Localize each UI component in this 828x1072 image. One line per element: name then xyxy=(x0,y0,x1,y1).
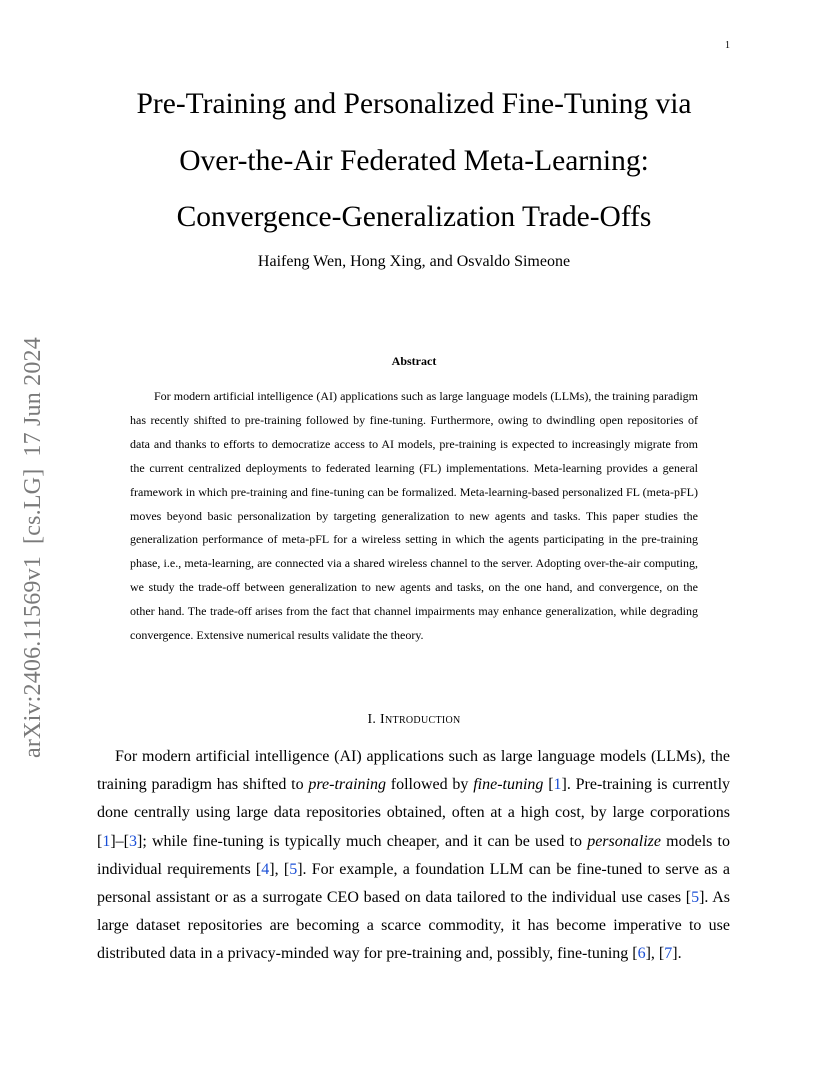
citation-link[interactable]: 3 xyxy=(128,832,137,850)
intro-paragraph xyxy=(97,743,730,969)
intro-text: models to individual requirements [ xyxy=(97,832,731,878)
intro-text: ]. xyxy=(672,945,682,963)
intro-emphasis: personalize xyxy=(587,832,661,850)
intro-text: ], [ xyxy=(645,945,665,963)
intro-text: ]–[ xyxy=(110,832,129,850)
citation-link[interactable]: 7 xyxy=(664,945,673,963)
page-number: 1 xyxy=(725,40,730,51)
intro-emphasis: pre-training xyxy=(308,776,386,794)
abstract-body: For modern artificial intelligence (AI) applications such as large language models (LLMs), the training paradigm has recently shifted to pre-training followed by fine-tuning. Furthermore, owing to dwindling open repositories of data and thanks to efforts to democratize access to AI models, pre-training is expected to increasingly migrate from the current centralized deployments to federated learning (FL) implementations. Meta-learning provides a general framework in which pre-training and fine-tuning can be formalized. Meta-learning-based personalized FL (meta-pFL) moves beyond basic personalization by targeting generalization to new agents and tasks. This paper studies the generalization performance of meta-pFL for a wireless setting in which the agents participating in the pre-training phase, i.e., meta-learning, are connected via a shared wireless channel to the server. Adopting over-the-air computing, we study the trade-off between generalization to new agents and tasks, on the one hand, and convergence, on the other hand. The trade-off arises from the fact that channel impairments may enhance generalization, while degrading convergence. Extensive numerical results validate the theory. xyxy=(130,389,698,643)
arxiv-date: 17 Jun 2024 xyxy=(20,337,46,457)
intro-text: For modern artificial intelligence (AI) applications such as large language models (LLMs), the training paradigm has shifted to xyxy=(97,748,730,794)
title-line: Convergence-Generalization Trade-Offs xyxy=(176,201,652,233)
intro-text: ], [ xyxy=(269,860,290,878)
intro-text: [ xyxy=(543,776,554,794)
section-heading xyxy=(0,712,828,728)
intro-text: ]. As large dataset repositories are becoming a scarce commodity, it has become imperative to use distributed data in a privacy-minded way for pre-training and, possibly, fine-tuning [ xyxy=(97,889,730,963)
intro-emphasis: fine-tuning xyxy=(473,776,544,794)
abstract-heading: Abstract xyxy=(391,354,437,368)
arxiv-id: arXiv:2406.11569v1 xyxy=(20,555,46,758)
intro-text: followed by xyxy=(386,776,474,794)
section-number: I. xyxy=(367,712,377,727)
intro-text: ]. Pre-training is currently done centrally using large data repositories obtained, often at a high cost, by large corporations [ xyxy=(97,776,731,850)
citation-link[interactable]: 5 xyxy=(691,889,700,907)
citation-link[interactable]: 5 xyxy=(289,860,298,878)
citation-link[interactable]: 1 xyxy=(102,832,111,850)
section-title: Introduction xyxy=(380,712,461,727)
authors: Haifeng Wen, Hong Xing, and Osvaldo Simeone xyxy=(257,253,571,270)
citation-link[interactable]: 6 xyxy=(637,945,646,963)
intro-text: ]; while fine-tuning is typically much cheaper, and it can be used to xyxy=(136,832,588,850)
title-line: Pre-Training and Personalized Fine-Tuning via xyxy=(136,88,692,120)
citation-link[interactable]: 1 xyxy=(553,776,562,794)
citation-link[interactable]: 4 xyxy=(261,860,270,878)
paper-title xyxy=(0,76,828,246)
arxiv-stamp xyxy=(20,325,47,758)
title-line: Over-the-Air Federated Meta-Learning: xyxy=(179,144,649,177)
arxiv-category: [cs.LG] xyxy=(20,468,46,544)
intro-text: ]. For example, a foundation LLM can be fine-tuned to serve as a personal assistant or as a surrogate CEO based on data tailored to the individual use cases [ xyxy=(97,860,730,907)
